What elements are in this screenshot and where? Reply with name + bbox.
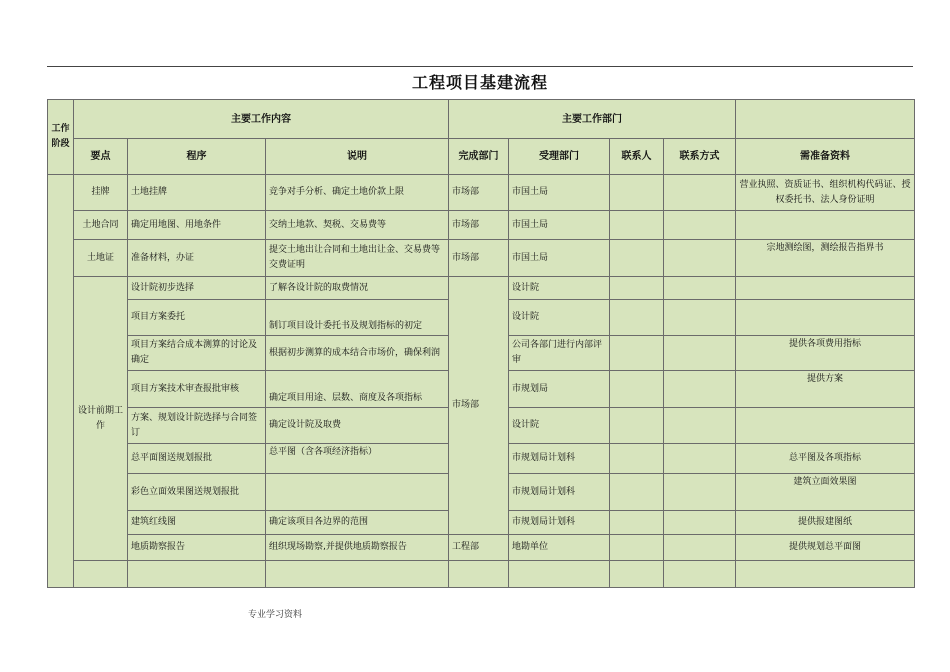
cell-contact-method (664, 277, 736, 300)
design-phase-label: 设计前期工作 (74, 277, 128, 561)
header-row-2 (48, 139, 915, 175)
cell-description: 提交土地出让合同和土地出让金、交易费等交费证明 (266, 240, 449, 277)
cell-contact (610, 211, 664, 240)
header-procedure: 程序 (128, 139, 266, 175)
cell-contact-method (664, 240, 736, 277)
cell-procedure: 总平面图送规划报批 (128, 444, 266, 474)
cell-description: 交纳土地款、契税、交易费等 (266, 211, 449, 240)
cell-contact (610, 336, 664, 371)
cell-complete-dept: 市场部 (449, 240, 509, 277)
cell-contact (610, 175, 664, 211)
cell-materials (736, 211, 915, 240)
cell-materials: 提供方案 (736, 371, 915, 408)
table-row (48, 535, 915, 561)
cell-accept-dept: 设计院 (509, 408, 610, 444)
cell-procedure: 方案、规划设计院选择与合同签订 (128, 408, 266, 444)
cell-contact (610, 371, 664, 408)
cell-accept-dept: 市规划局计划科 (509, 511, 610, 535)
cell-accept-dept: 市规划局计划科 (509, 474, 610, 511)
empty-cell (509, 561, 610, 588)
cell-accept-dept: 市国土局 (509, 175, 610, 211)
cell-accept-dept: 公司各部门进行内部评审 (509, 336, 610, 371)
cell-description: 确定设计院及取费 (266, 408, 449, 444)
cell-contact (610, 535, 664, 561)
table-row (48, 277, 915, 300)
cell-contact-method (664, 175, 736, 211)
footer-note: 专业学习资料 (248, 610, 303, 620)
cell-procedure: 项目方案技术审查报批审核 (128, 371, 266, 408)
header-row-1 (48, 100, 915, 139)
cell-description (266, 474, 449, 511)
cell-materials: 宗地测绘图，测绘报告指界书 (736, 240, 915, 277)
table-row-empty (48, 561, 915, 588)
cell-complete-dept: 工程部 (449, 535, 509, 561)
cell-key: 挂牌 (74, 175, 128, 211)
cell-description: 总平图（含各项经济指标） (266, 444, 449, 474)
cell-materials: 提供各项费用指标 (736, 336, 915, 371)
cell-complete-dept: 市场部 (449, 175, 509, 211)
header-complete-dept: 完成部门 (449, 139, 509, 175)
cell-contact (610, 511, 664, 535)
header-materials: 需准备资料 (736, 139, 915, 175)
empty-cell (266, 561, 449, 588)
cell-contact-method (664, 474, 736, 511)
cell-procedure: 项目方案结合成本测算的讨论及确定 (128, 336, 266, 371)
cell-contact (610, 277, 664, 300)
cell-contact-method (664, 300, 736, 336)
cell-contact (610, 474, 664, 511)
empty-cell (736, 561, 915, 588)
design-complete-dept: 市场部 (449, 277, 509, 535)
header-accept-dept: 受理部门 (509, 139, 610, 175)
header-contact: 联系人 (610, 139, 664, 175)
header-contact-method: 联系方式 (664, 139, 736, 175)
cell-procedure: 土地挂牌 (128, 175, 266, 211)
cell-procedure: 项目方案委托 (128, 300, 266, 336)
cell-accept-dept: 设计院 (509, 300, 610, 336)
cell-accept-dept: 市规划局计划科 (509, 444, 610, 474)
cell-contact-method (664, 211, 736, 240)
cell-materials: 营业执照、资质证书、组织机构代码证、授权委托书、法人身份证明 (736, 175, 915, 211)
cell-description: 确定项目用途、层数、商度及各项指标 (266, 371, 449, 408)
cell-contact-method (664, 371, 736, 408)
cell-materials (736, 408, 915, 444)
cell-contact (610, 240, 664, 277)
cell-accept-dept: 市规划局 (509, 371, 610, 408)
cell-description: 组织现场勘察,并提供地质勘察报告 (266, 535, 449, 561)
empty-cell (664, 561, 736, 588)
table-row (48, 175, 915, 211)
cell-procedure: 确定用地图、用地条件 (128, 211, 266, 240)
cell-description: 根据初步测算的成本结合市场价，确保利润 (266, 336, 449, 371)
header-key-point: 要点 (74, 139, 128, 175)
top-rule (47, 66, 913, 67)
cell-procedure: 建筑红线图 (128, 511, 266, 535)
cell-complete-dept: 市场部 (449, 211, 509, 240)
cell-accept-dept: 市国土局 (509, 240, 610, 277)
cell-accept-dept: 地勘单位 (509, 535, 610, 561)
cell-contact (610, 444, 664, 474)
cell-description: 了解各设计院的取费情况 (266, 277, 449, 300)
cell-contact-method (664, 408, 736, 444)
cell-description: 制订项目设计委托书及规划指标的初定 (266, 300, 449, 336)
cell-materials: 提供规划总平面图 (736, 535, 915, 561)
cell-key: 土地合同 (74, 211, 128, 240)
cell-contact (610, 300, 664, 336)
cell-contact-method (664, 336, 736, 371)
header-description: 说明 (266, 139, 449, 175)
empty-cell (449, 561, 509, 588)
process-table (47, 99, 915, 588)
cell-contact-method (664, 444, 736, 474)
cell-procedure: 准备材料，办证 (128, 240, 266, 277)
header-phase: 工作阶段 (48, 100, 74, 175)
cell-materials (736, 300, 915, 336)
header-main-content: 主要工作内容 (74, 100, 449, 139)
phase-column-cell (48, 175, 74, 588)
cell-contact-method (664, 511, 736, 535)
cell-accept-dept: 市国土局 (509, 211, 610, 240)
cell-materials: 提供报建图纸 (736, 511, 915, 535)
page-title: 工程项目基建流程 (411, 73, 548, 92)
cell-contact (610, 408, 664, 444)
cell-description: 竞争对手分析、确定土地价款上限 (266, 175, 449, 211)
cell-materials: 总平图及各项指标 (736, 444, 915, 474)
cell-procedure: 彩色立面效果图送规划报批 (128, 474, 266, 511)
cell-description: 确定该项目各边界的范围 (266, 511, 449, 535)
cell-contact-method (664, 535, 736, 561)
empty-cell (610, 561, 664, 588)
cell-materials: 建筑立面效果图 (736, 474, 915, 511)
cell-procedure: 设计院初步选择 (128, 277, 266, 300)
empty-cell (74, 561, 128, 588)
header-empty-cell (736, 100, 915, 139)
table-row (48, 240, 915, 277)
empty-cell (128, 561, 266, 588)
cell-materials (736, 277, 915, 300)
table-row (48, 211, 915, 240)
cell-key: 土地证 (74, 240, 128, 277)
header-main-dept: 主要工作部门 (449, 100, 736, 139)
cell-accept-dept: 设计院 (509, 277, 610, 300)
cell-procedure: 地质勘察报告 (128, 535, 266, 561)
